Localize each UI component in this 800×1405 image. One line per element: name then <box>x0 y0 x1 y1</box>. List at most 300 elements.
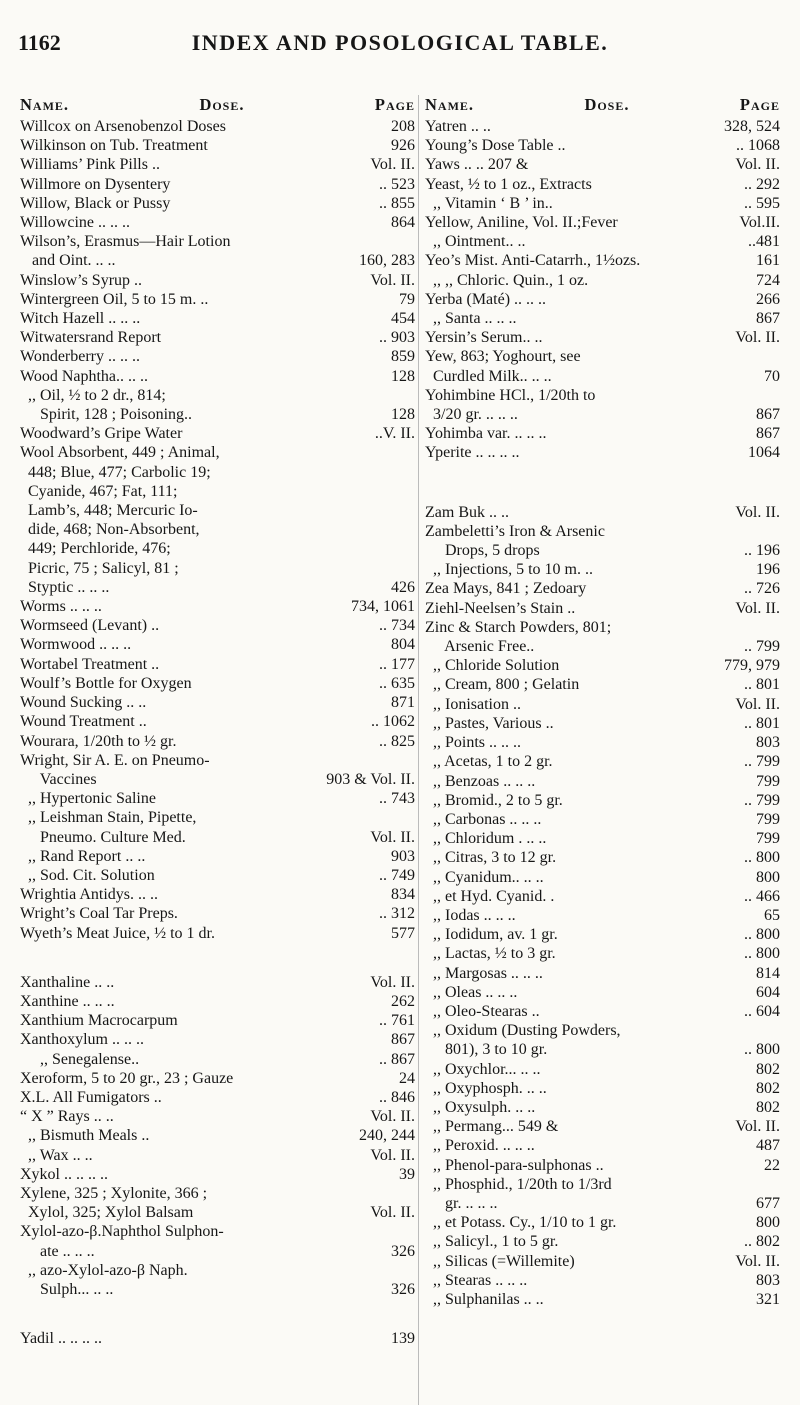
entry-name: ,, Pastes, Various .. <box>425 714 554 732</box>
entry-name: ,, Lactas, ½ to 3 gr. <box>425 945 556 963</box>
entry-page: 724 <box>756 271 780 289</box>
entry-name: Willowcine .. .. .. <box>20 214 130 232</box>
entry-page: .. 825 <box>379 732 415 750</box>
entry-page: Vol. II. <box>735 156 780 174</box>
entry-name: Yohimba var. .. .. .. <box>425 425 547 443</box>
entry-name: Yew, 863; Yoghourt, see <box>425 348 581 366</box>
entry-page: 426 <box>391 578 415 596</box>
index-entry <box>425 405 780 424</box>
header-dose: Dose. <box>584 95 630 114</box>
entry-name: Xanthaline .. .. <box>20 973 115 991</box>
entry-name: Cyanide, 467; Fat, 111; <box>20 482 178 500</box>
entry-page: .. 799 <box>744 638 780 656</box>
entry-page: .. 635 <box>379 674 415 692</box>
entry-page: 1064 <box>748 444 780 462</box>
index-entry <box>425 155 780 174</box>
entry-name: ,, Oleas .. .. .. <box>425 983 518 1001</box>
entry-page: .. 749 <box>379 866 415 884</box>
index-entry <box>20 847 415 866</box>
entry-page: 161 <box>756 252 780 270</box>
index-entry <box>20 136 415 155</box>
index-entry <box>425 424 780 443</box>
entry-page: 734, 1061 <box>351 598 415 616</box>
entry-name: ,, Chloridum . .. .. <box>425 830 547 848</box>
entry-page: 604 <box>756 983 780 1001</box>
entry-page: 871 <box>391 694 415 712</box>
entry-name: ,, Hypertonic Saline <box>20 790 156 808</box>
index-entry <box>425 791 780 810</box>
index-entry <box>425 175 780 194</box>
entry-page: Vol. II. <box>735 1118 780 1136</box>
header-dose: Dose. <box>199 95 245 114</box>
entry-page: 65 <box>764 906 780 924</box>
index-entry <box>425 232 780 251</box>
index-entry <box>425 887 780 906</box>
index-entry <box>425 367 780 386</box>
index-entry <box>20 924 415 943</box>
entry-page: Vol. II. <box>370 1204 415 1222</box>
entry-name: Wool Absorbent, 449 ; Animal, <box>20 444 220 462</box>
index-entry <box>20 751 415 770</box>
entry-page: 196 <box>756 561 780 579</box>
index-entry <box>20 155 415 174</box>
index-entry <box>20 597 415 616</box>
entry-name: ,, Salicyl., 1 to 5 gr. <box>425 1233 559 1251</box>
entry-page: 208 <box>391 118 415 135</box>
entry-page: .. 743 <box>379 790 415 808</box>
entry-page: 804 <box>391 636 415 654</box>
entry-name: ,, et Hyd. Cyanid. . <box>425 887 555 905</box>
index-entry <box>20 885 415 904</box>
entry-name: dide, 468; Non-Absorbent, <box>20 521 200 539</box>
entry-page: .. 903 <box>379 329 415 347</box>
entry-page: Vol. II. <box>735 329 780 347</box>
entry-name: Arsenic Free.. <box>425 638 535 656</box>
index-entry <box>425 1156 780 1175</box>
entry-name: ,, Stearas .. .. .. <box>425 1271 528 1289</box>
entry-name: Woodward’s Gripe Water <box>20 425 183 443</box>
entry-name: ,, Chloride Solution <box>425 657 560 675</box>
index-entry <box>20 290 415 309</box>
entry-name: Zambeletti’s Iron & Arsenic <box>425 522 605 540</box>
entry-name: Xylol-azo-β.Naphthol Sulphon- <box>20 1223 224 1241</box>
entry-name: ,, Sod. Cit. Solution <box>20 866 155 884</box>
entry-page: 799 <box>756 810 780 828</box>
entry-page: .. 800 <box>744 849 780 867</box>
entry-page: Vol. II. <box>735 1252 780 1270</box>
entry-name: Willcox on Arsenobenzol Doses <box>20 118 226 135</box>
entry-name: ,, Ionisation .. <box>425 695 521 713</box>
index-entry <box>425 1252 780 1271</box>
header-name: Name. <box>20 95 70 114</box>
entry-name: Young’s Dose Table .. <box>425 137 566 155</box>
index-entry <box>425 386 780 405</box>
index-entry <box>20 578 415 597</box>
index-entry <box>425 328 780 347</box>
index-entry <box>20 443 415 462</box>
index-entry <box>425 714 780 733</box>
index-entry <box>20 1329 415 1348</box>
index-entry <box>20 117 415 136</box>
entry-page: Vol. II. <box>735 599 780 617</box>
index-entry <box>20 194 415 213</box>
entry-name: Wright’s Coal Tar Preps. <box>20 905 178 923</box>
index-entry <box>20 271 415 290</box>
entry-page: .. 604 <box>744 1002 780 1020</box>
index-entry <box>20 1011 415 1030</box>
entry-name: Yersin’s Serum.. .. <box>425 329 543 347</box>
entry-name: Zinc & Starch Powders, 801; <box>425 618 612 636</box>
index-entry <box>20 992 415 1011</box>
index-entry <box>425 1060 780 1079</box>
index-entry <box>20 1280 415 1299</box>
entry-name: Yperite .. .. .. .. <box>425 444 520 462</box>
entry-name: Zam Buk .. .. <box>425 503 509 521</box>
index-entry <box>425 1290 780 1309</box>
entry-name: 801), 3 to 10 gr. <box>425 1041 548 1059</box>
entry-name: Wood Naphtha.. .. .. <box>20 367 149 385</box>
entry-page: 79 <box>399 290 415 308</box>
index-entry <box>425 810 780 829</box>
index-entry <box>425 347 780 366</box>
entry-name: 448; Blue, 477; Carbolic 19; <box>20 463 211 481</box>
entry-name: ,, et Potass. Cy., 1/10 to 1 gr. <box>425 1214 617 1232</box>
entry-name: Xeroform, 5 to 20 gr., 23 ; Gauze <box>20 1069 234 1087</box>
entry-name: ,, azo-Xylol-azo-β Naph. <box>20 1261 188 1279</box>
entry-page: 799 <box>756 830 780 848</box>
entry-page: 867 <box>391 1031 415 1049</box>
left-section-y <box>20 1329 415 1348</box>
entry-page: 803 <box>756 1271 780 1289</box>
index-entry <box>20 386 415 405</box>
entry-name: Ziehl-Neelsen’s Stain .. <box>425 599 576 617</box>
index-entry <box>20 559 415 578</box>
index-entry <box>425 983 780 1002</box>
entry-page: .. 799 <box>744 791 780 809</box>
entry-name: Pneumo. Culture Med. <box>20 828 186 846</box>
index-entry <box>425 117 780 136</box>
entry-name: Wound Treatment .. <box>20 713 147 731</box>
entry-page: 139 <box>391 1330 415 1348</box>
entry-page: .. 1062 <box>371 713 415 731</box>
index-entry <box>425 906 780 925</box>
entry-name: Drops, 5 drops <box>425 542 540 560</box>
entry-page: 800 <box>756 1214 780 1232</box>
entry-name: Yatren .. .. <box>425 118 491 135</box>
entry-name: Yerba (Maté) .. .. .. <box>425 290 547 308</box>
entry-name: ,, Oxyphosph. .. .. <box>425 1079 547 1097</box>
right-section-z <box>425 503 780 1310</box>
index-entry <box>425 868 780 887</box>
entry-name: Wintergreen Oil, 5 to 15 m. .. <box>20 290 209 308</box>
index-entry <box>425 637 780 656</box>
index-entry <box>425 599 780 618</box>
index-entry <box>425 656 780 675</box>
entry-page: .. 801 <box>744 714 780 732</box>
entry-page: 803 <box>756 734 780 752</box>
index-entry <box>20 328 415 347</box>
index-entry <box>20 1165 415 1184</box>
index-entry <box>20 1088 415 1107</box>
index-entry <box>425 925 780 944</box>
entry-page: 834 <box>391 886 415 904</box>
entry-name: Xylol, 325; Xylol Balsam <box>20 1204 194 1222</box>
index-entry <box>425 1136 780 1155</box>
index-entry <box>425 1098 780 1117</box>
entry-name: Wound Sucking .. .. <box>20 694 147 712</box>
entry-page: .. 867 <box>379 1050 415 1068</box>
entry-page: 160, 283 <box>359 252 415 270</box>
entry-name: ,, Bismuth Meals .. <box>20 1127 150 1145</box>
entry-page: .. 855 <box>379 194 415 212</box>
entry-page: 454 <box>391 310 415 328</box>
entry-name: Wyeth’s Meat Juice, ½ to 1 dr. <box>20 924 215 942</box>
entry-page: .. 800 <box>744 926 780 944</box>
entry-page: 24 <box>399 1069 415 1087</box>
index-entry <box>425 1040 780 1059</box>
entry-name: Yohimbine HCl., 1/20th to <box>425 386 596 404</box>
index-entry <box>425 1117 780 1136</box>
entry-page: ..481 <box>748 233 780 251</box>
entry-name: 449; Perchloride, 476; <box>20 540 171 558</box>
entry-name: Wortabel Treatment .. <box>20 655 160 673</box>
index-entry <box>20 482 415 501</box>
entry-page: 867 <box>756 425 780 443</box>
entry-name: Xanthoxylum .. .. .. <box>20 1031 144 1049</box>
index-entry <box>20 539 415 558</box>
entry-page: Vol. II. <box>370 1146 415 1164</box>
index-entry <box>20 463 415 482</box>
entry-name: Wrightia Antidys. .. .. <box>20 886 159 904</box>
index-entry <box>425 1232 780 1251</box>
index-entry <box>425 733 780 752</box>
entry-name: Styptic .. .. .. <box>20 578 110 596</box>
entry-page: Vol. II. <box>370 271 415 289</box>
entry-name: ,, Ointment.. .. <box>425 233 526 251</box>
index-entry <box>20 616 415 635</box>
index-entry <box>425 443 780 462</box>
entry-page: .. 292 <box>744 175 780 193</box>
entry-page: 328, 524 <box>724 118 780 135</box>
index-entry <box>425 522 780 541</box>
entry-name: Woulf’s Bottle for Oxygen <box>20 674 192 692</box>
entry-page: .. 1068 <box>736 137 780 155</box>
entry-name: ,, Oleo-Stearas .. <box>425 1002 540 1020</box>
entry-page: 577 <box>391 924 415 942</box>
page-title: INDEX AND POSOLOGICAL TABLE. <box>191 30 609 55</box>
entry-page: 240, 244 <box>359 1127 415 1145</box>
index-entry <box>425 1002 780 1021</box>
entry-name: Wormseed (Levant) .. <box>20 617 160 635</box>
entry-name: ,, Cyanidum.. .. .. <box>425 868 544 886</box>
entry-page: 802 <box>756 1060 780 1078</box>
index-entry <box>20 712 415 731</box>
entry-page: 864 <box>391 214 415 232</box>
entry-name: Wright, Sir A. E. on Pneumo- <box>20 751 210 769</box>
index-entry <box>425 541 780 560</box>
entry-name: Yeast, ½ to 1 oz., Extracts <box>425 175 592 193</box>
entry-name: ,, Wax .. .. <box>20 1146 93 1164</box>
entry-name: ,, Iodas .. .. .. <box>425 906 516 924</box>
entry-name: ,, Carbonas .. .. .. <box>425 810 542 828</box>
entry-page: 266 <box>756 290 780 308</box>
index-entry <box>20 251 415 270</box>
entry-page: 70 <box>764 367 780 385</box>
entry-page: .. 846 <box>379 1088 415 1106</box>
entry-page: ..V. II. <box>374 425 415 443</box>
index-entry <box>425 213 780 232</box>
index-entry <box>425 695 780 714</box>
index-entry <box>425 675 780 694</box>
right-section-y <box>425 117 780 463</box>
entry-page: 867 <box>756 310 780 328</box>
index-entry <box>20 770 415 789</box>
entry-name: ,, Injections, 5 to 10 m. .. <box>425 561 593 579</box>
entry-page: .. 800 <box>744 945 780 963</box>
entry-name: Lamb’s, 448; Mercuric Io- <box>20 502 198 520</box>
entry-name: Worms .. .. .. <box>20 598 102 616</box>
entry-name: Wonderberry .. .. .. <box>20 348 141 366</box>
index-entry <box>20 1261 415 1280</box>
index-entry <box>20 520 415 539</box>
index-entry <box>20 866 415 885</box>
entry-name: Picric, 75 ; Salicyl, 81 ; <box>20 559 179 577</box>
entry-page: 262 <box>391 992 415 1010</box>
entry-name: “ X ” Rays .. .. <box>20 1108 114 1126</box>
entry-page: 326 <box>391 1242 415 1260</box>
entry-name: Witch Hazell .. .. .. <box>20 310 141 328</box>
entry-page: 903 <box>391 847 415 865</box>
index-entry <box>425 829 780 848</box>
entry-page: 926 <box>391 137 415 155</box>
entry-page: 814 <box>756 964 780 982</box>
entry-name: Williams’ Pink Pills .. <box>20 156 160 174</box>
index-entry <box>20 1203 415 1222</box>
index-entry <box>425 194 780 213</box>
entry-name: ,, Rand Report .. .. <box>20 847 146 865</box>
index-entry <box>20 1126 415 1145</box>
entry-page: Vol. II. <box>370 1108 415 1126</box>
index-entry <box>425 1271 780 1290</box>
entry-name: ,, Oxidum (Dusting Powders, <box>425 1022 621 1040</box>
entry-page: .. 177 <box>379 655 415 673</box>
entry-name: Yadil .. .. .. .. <box>20 1330 102 1348</box>
entry-name: ,, Oxysulph. .. .. <box>425 1098 536 1116</box>
entry-page: .. 196 <box>744 542 780 560</box>
entry-page: Vol.II. <box>739 214 780 232</box>
entry-page: .. 466 <box>744 887 780 905</box>
entry-name: Wourara, 1/20th to ½ gr. <box>20 732 177 750</box>
entry-name: X.L. All Fumigators .. <box>20 1088 162 1106</box>
index-entry <box>425 752 780 771</box>
entry-page: 799 <box>756 772 780 790</box>
index-entry <box>425 1213 780 1232</box>
entry-page: 802 <box>756 1079 780 1097</box>
entry-name: ,, Cream, 800 ; Gelatin <box>425 676 580 694</box>
entry-name: ,, Santa .. .. .. <box>425 310 517 328</box>
index-entry <box>20 789 415 808</box>
entry-page: .. 312 <box>379 905 415 923</box>
entry-page: 802 <box>756 1098 780 1116</box>
index-entry <box>20 213 415 232</box>
entry-name: Curdled Milk.. .. .. <box>425 367 552 385</box>
entry-page: .. 801 <box>744 676 780 694</box>
entry-name: 3/20 gr. .. .. .. <box>425 406 518 424</box>
entry-name: Yellow, Aniline, Vol. II.;Fever <box>425 214 618 232</box>
entry-name: Xanthine .. .. .. <box>20 992 115 1010</box>
index-entry <box>20 175 415 194</box>
index-entry <box>425 964 780 983</box>
index-entry <box>20 232 415 251</box>
entry-name: ,, Benzoas .. .. .. <box>425 772 536 790</box>
index-entry <box>425 309 780 328</box>
index-entry <box>20 501 415 520</box>
index-entry <box>20 1107 415 1126</box>
index-entry <box>425 618 780 637</box>
index-entry <box>20 309 415 328</box>
entry-page: .. 761 <box>379 1012 415 1030</box>
page-number: 1162 <box>18 30 61 55</box>
entry-name: ,, Oil, ½ to 2 dr., 814; <box>20 386 166 404</box>
entry-page: Vol. II. <box>370 156 415 174</box>
index-entry <box>20 655 415 674</box>
index-entry <box>425 1194 780 1213</box>
index-entry <box>425 251 780 270</box>
index-entry <box>425 772 780 791</box>
entry-name: Vaccines <box>20 770 97 788</box>
entry-page: .. 799 <box>744 753 780 771</box>
entry-name: Xylene, 325 ; Xylonite, 366 ; <box>20 1184 208 1202</box>
index-entry <box>425 1021 780 1040</box>
entry-name: ,, ,, Chloric. Quin., 1 oz. <box>425 271 589 289</box>
entry-page: .. 726 <box>744 580 780 598</box>
right-column <box>425 95 780 1309</box>
entry-page: 903 & Vol. II. <box>326 770 415 788</box>
entry-page: .. 800 <box>744 1041 780 1059</box>
entry-page: .. 595 <box>744 194 780 212</box>
column-divider <box>418 95 419 1405</box>
entry-page: 22 <box>764 1156 780 1174</box>
entry-page: Vol. II. <box>370 973 415 991</box>
entry-name: ,, Phosphid., 1/20th to 1/3rd <box>425 1175 612 1193</box>
entry-page: 677 <box>756 1194 780 1212</box>
entry-name: gr. .. .. .. <box>425 1194 498 1212</box>
index-entry <box>20 1050 415 1069</box>
entry-page: 800 <box>756 868 780 886</box>
header-page: Page <box>739 95 780 114</box>
entry-name: ,, Bromid., 2 to 5 gr. <box>425 791 563 809</box>
left-section-w <box>20 117 415 943</box>
index-entry <box>20 1030 415 1049</box>
index-entry <box>20 904 415 923</box>
index-entry <box>20 405 415 424</box>
entry-page: 859 <box>391 348 415 366</box>
index-entry <box>425 560 780 579</box>
entry-name: Xanthium Macrocarpum <box>20 1012 178 1030</box>
index-entry <box>20 1069 415 1088</box>
index-entry <box>20 808 415 827</box>
index-entry <box>425 579 780 598</box>
index-entry <box>20 1146 415 1165</box>
index-entry <box>425 944 780 963</box>
index-entry <box>20 973 415 992</box>
right-column-header <box>425 95 780 115</box>
entry-page: Vol. II. <box>370 828 415 846</box>
entry-name: ,, Permang... 549 & <box>425 1118 559 1136</box>
entry-page: 867 <box>756 406 780 424</box>
index-entry <box>20 367 415 386</box>
index-entry <box>20 674 415 693</box>
